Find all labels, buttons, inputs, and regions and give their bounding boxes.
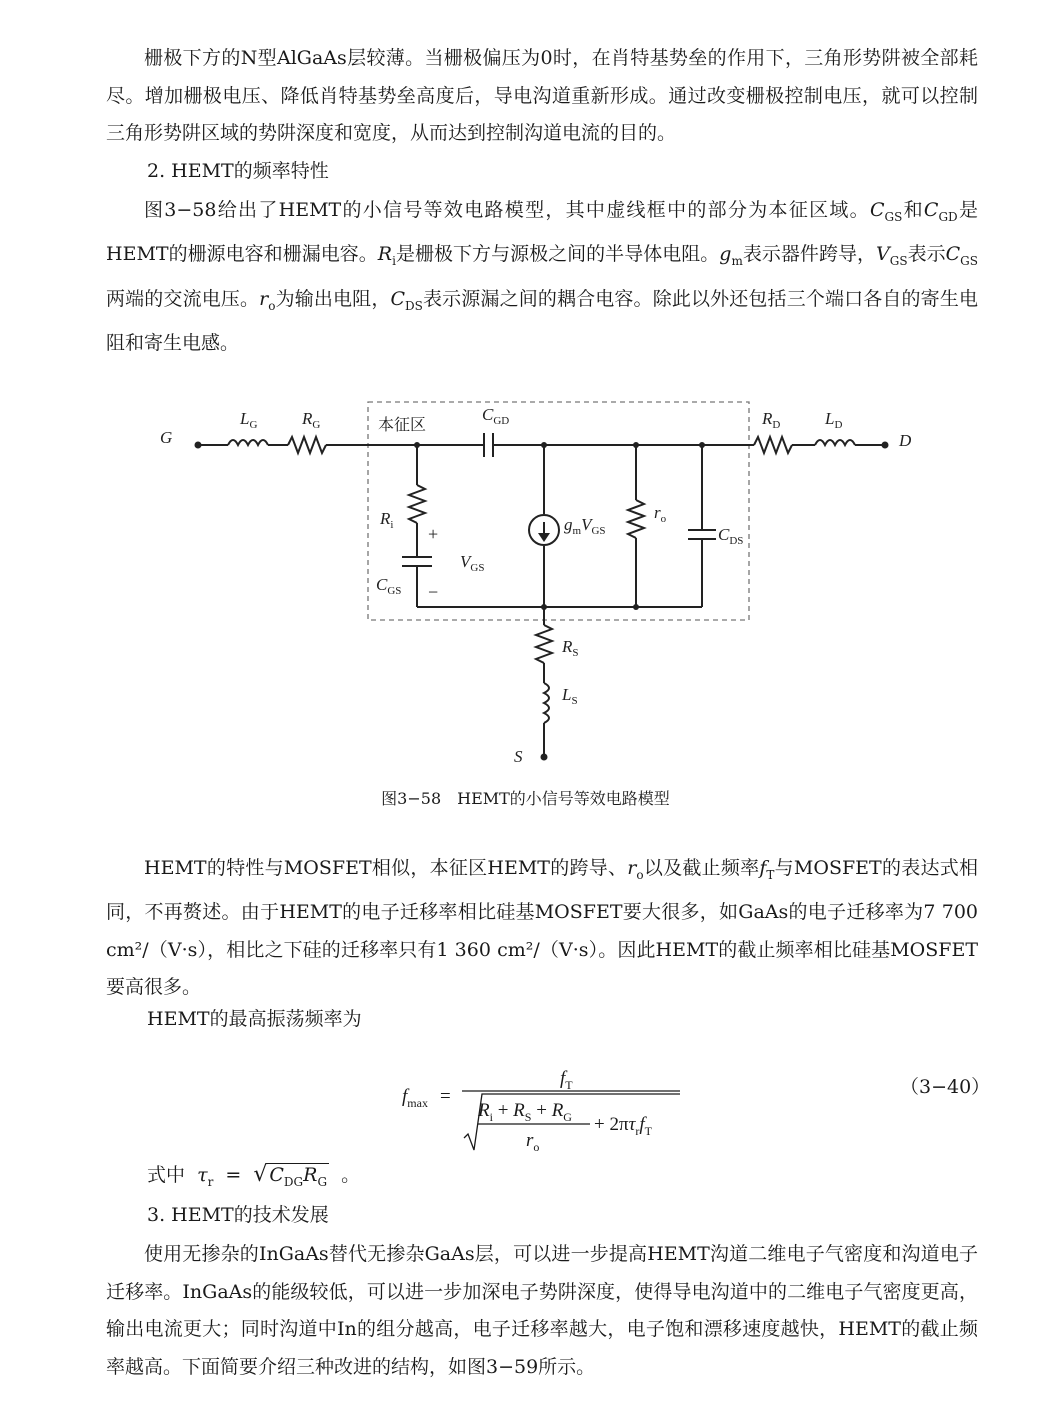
label-lg: $L_G$	[240, 409, 258, 431]
paragraph-5: 使用无掺杂的InGaAs替代无掺杂GaAs层，可以进一步提高HEMT沟道二维电子气密度和沟道电子迁移率。InGaAs的能级较低，可以进一步加深电子势阱深度，使得导电沟道中的二维电子气密度更高，输出电流更大；同时沟道中In的组分越高，电子迁移率越大，电子饱和漂移速度越快，HEMT的截止频率越高。下面简要介绍三种改进的结构，如图3−59所示。	[106, 1243, 978, 1378]
resistor-rd	[754, 437, 792, 453]
paragraph-3: HEMT的特性与MOSFET相似，本征区HEMT的跨导、$r_o$以及截止频率$f_T$与MOSFET的表达式相同，不再赘述。由于HEMT的电子迁移率相比硅基MOSFET要大很多，如GaAs的电子迁移率为7 700 cm²/（V·s），相比之下硅的迁移率只有1 360 cm²/（V·s）。因此HEMT的截止频率相比硅基MOSFET要高很多。	[106, 857, 978, 999]
figure-caption: 图3−58 HEMT的小信号等效电路模型	[381, 789, 670, 808]
paragraph-2: 图3−58给出了HEMT的小信号等效电路模型，其中虚线框中的部分为本征区域。$C_{GS}$和$C_{GD}$是HEMT的栅源电容和栅漏电容。$R_i$是栅极下方与源极之间的半导体电阻。$g_m$表示器件跨导，$V_{GS}$表示$C_{GS}$两端的交流电压。$r_o$为输出电阻，$C_{DS}$表示源漏之间的耦合电容。除此以外还包括三个端口各自的寄生电阻和寄生电感。	[106, 199, 978, 354]
resistor-rg	[288, 437, 326, 453]
inductor-lg	[228, 440, 268, 445]
label-ld: $L_D$	[825, 409, 843, 431]
svg-text:=: =	[440, 1086, 451, 1107]
svg-text:fT: $f_T$	[560, 1068, 573, 1092]
paragraph-1: 栅极下方的N型AlGaAs层较薄。当栅极偏压为0时，在肖特基势垒的作用下，三角形势阱被全部耗尽。增加栅极电压、降低肖特基势垒高度后，导电沟道重新形成。通过改变栅极控制电压，就可以控制三角形势阱区域的势阱深度和宽度，从而达到控制沟道电流的目的。	[106, 47, 978, 144]
equation-3-40	[390, 1058, 690, 1153]
label-ro: $r_o$	[654, 503, 667, 525]
node-d-dot	[882, 442, 889, 449]
svg-text:Ri + RS + RG: $R_i + R_S + R_G$	[478, 1100, 572, 1124]
label-ls: $L_S$	[562, 685, 578, 707]
tau-definition: 式中 $\tau_r$ = √ $C_{DG}R_G$ 。	[147, 1162, 361, 1189]
svg-text:ro: $r_o$	[526, 1130, 540, 1153]
label-plus: +	[428, 524, 439, 544]
svg-text:+ 2πτrfT: + $2\pi\tau_rf_T$	[594, 1114, 652, 1138]
label-minus: −	[428, 582, 439, 602]
resistor-ro	[628, 500, 644, 538]
label-vgs: $V_{GS}$	[460, 552, 485, 574]
node-s-dot	[541, 754, 548, 761]
label-rd: $R_D$	[762, 409, 781, 431]
label-g: G	[160, 428, 173, 447]
resistor-rs	[536, 625, 552, 663]
section-heading-2: 2. HEMT的频率特性	[147, 160, 329, 182]
label-cgs: $C_{GS}$	[376, 575, 402, 597]
intrinsic-region-box	[368, 402, 749, 620]
node-g-dot	[195, 442, 202, 449]
paragraph-4: HEMT的最高振荡频率为	[147, 1008, 362, 1030]
label-intrinsic: 本征区	[378, 417, 427, 434]
resistor-ri	[409, 485, 425, 523]
label-cds: $C_{DS}$	[718, 525, 744, 547]
equation-number: （3−40）	[900, 1076, 991, 1098]
label-rg: $R_G$	[302, 409, 321, 431]
label-rs: $R_S$	[562, 637, 579, 659]
label-ri: $R_i$	[380, 509, 394, 531]
svg-text:fmax: $f_{max}$	[402, 1086, 428, 1110]
label-cgd: $C_{GD}$	[482, 405, 510, 427]
inductor-ls	[544, 683, 549, 723]
label-s: S	[514, 747, 523, 766]
label-d: D	[899, 431, 912, 450]
inductor-ld	[815, 440, 855, 445]
label-gmvgs: $g_mV_{GS}$	[564, 515, 606, 537]
section-heading-3: 3. HEMT的技术发展	[147, 1204, 329, 1226]
